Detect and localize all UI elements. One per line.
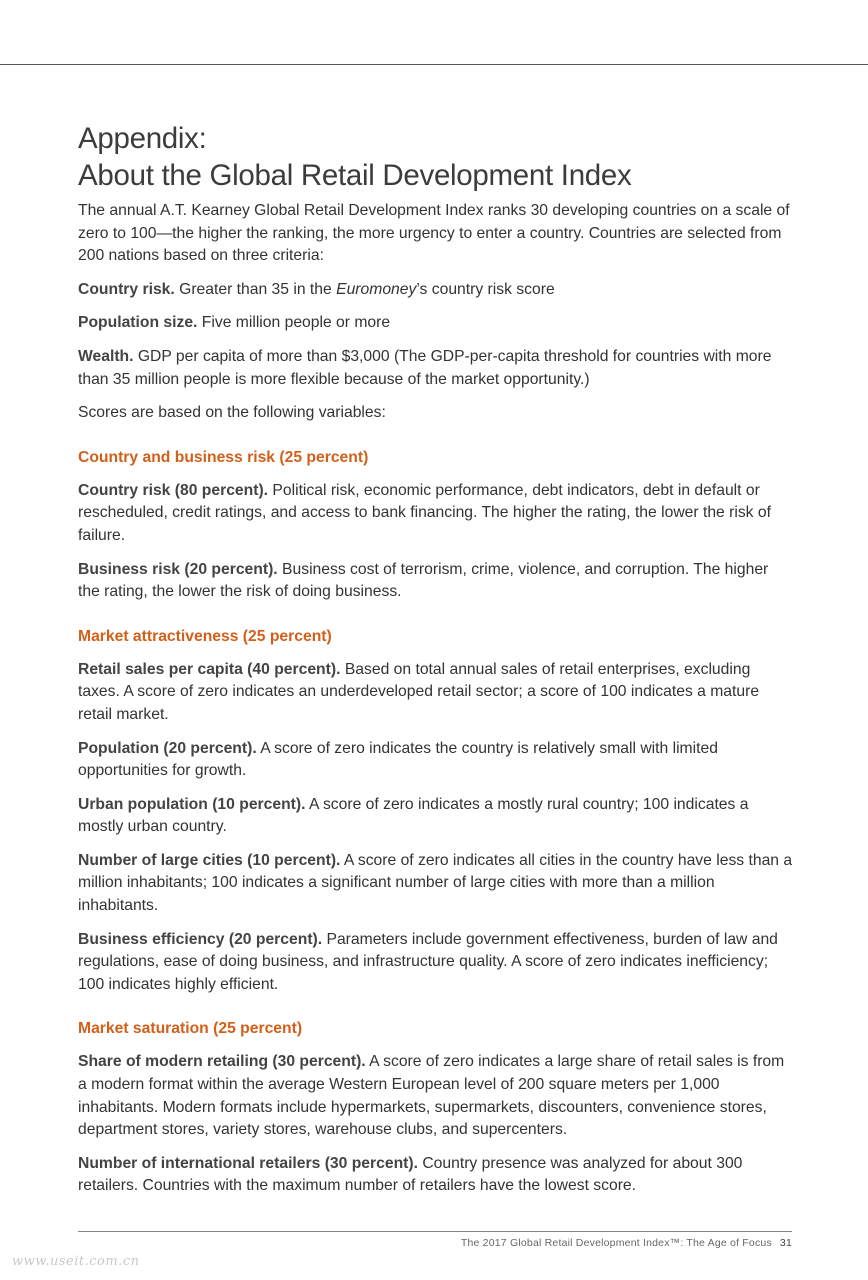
title-line-1: Appendix:	[78, 122, 207, 155]
variable-text: Political risk, economic performance, debt indicators, debt in default or rescheduled, credit ratings, and access to bank financing. The higher the rating, the lower the risk of failure.	[78, 481, 771, 544]
criterion-text: Five million people or more	[201, 314, 391, 332]
page-footer	[461, 1237, 792, 1249]
criterion-emphasis: Euromoney	[336, 280, 417, 298]
variable-text: Parameters include government effectiveness, burden of law and regulations, ease of doing business, and infrastructure quality. A score of zero indicates inefficiency; 100 indicates highly efficient.	[78, 930, 778, 993]
variable-label: Number of international retailers (30 percent).	[78, 1154, 418, 1172]
criterion-text: GDP per capita of more than $3,000 (The GDP-per-capita threshold for countries with more than 35 million people is more flexible because of the market opportunity.)	[78, 347, 772, 388]
variable-label: Business risk (20 percent).	[78, 560, 278, 578]
variable-text: Based on total annual sales of retail enterprises, excluding taxes. A score of zero indicates an underdeveloped retail sector; a score of 100 indicates a mature retail market.	[78, 660, 760, 723]
top-divider	[0, 64, 868, 65]
title-line-2: About the Global Retail Development Index	[78, 159, 632, 192]
variable-item	[78, 929, 793, 997]
criterion-text: Greater than 35 in the	[179, 280, 337, 298]
intro-paragraph: The annual A.T. Kearney Global Retail Development Index ranks 30 developing countries on a scale of zero to 100—the higher the ranking, the more urgency to enter a country. Countries are selected from 200 nations based on three criteria:	[78, 202, 790, 265]
page-number: 31	[779, 1237, 792, 1249]
variable-item	[78, 659, 793, 727]
variable-label: Number of large cities (10 percent).	[78, 851, 341, 869]
criterion-label: Country risk.	[78, 280, 175, 298]
variable-text: Country presence was analyzed for about 300 retailers. Countries with the maximum number of retailers have the lowest score.	[78, 1154, 743, 1195]
variable-item	[78, 1153, 793, 1198]
variable-label: Population (20 percent).	[78, 739, 257, 757]
section-heading-risk: Country and business risk (25 percent)	[78, 448, 369, 466]
variable-label: Urban population (10 percent).	[78, 795, 306, 813]
criterion-population-size	[78, 312, 793, 335]
variable-item	[78, 559, 793, 604]
variable-item	[78, 1051, 793, 1141]
variable-label: Retail sales per capita (40 percent).	[78, 660, 341, 678]
variable-label: Share of modern retailing (30 percent).	[78, 1053, 366, 1071]
variable-item	[78, 480, 793, 548]
page-content	[78, 120, 793, 1209]
criterion-wealth	[78, 346, 793, 391]
criterion-label: Wealth.	[78, 347, 134, 365]
variable-label: Business efficiency (20 percent).	[78, 930, 323, 948]
variable-text: A score of zero indicates the country is relatively small with limited opportunities for growth.	[78, 739, 718, 780]
scores-intro: Scores are based on the following variables:	[78, 404, 386, 422]
watermark: www.useit.com.cn	[12, 1254, 140, 1269]
variable-text: Business cost of terrorism, crime, violence, and corruption. The higher the rating, the lower the risk of doing business.	[78, 560, 769, 601]
section-heading-saturation: Market saturation (25 percent)	[78, 1020, 303, 1038]
variable-text: A score of zero indicates a mostly rural country; 100 indicates a mostly urban country.	[78, 795, 749, 836]
page-title	[78, 120, 793, 194]
variable-item	[78, 738, 793, 783]
variable-item	[78, 794, 793, 839]
section-heading-attractiveness: Market attractiveness (25 percent)	[78, 627, 332, 645]
variable-label: Country risk (80 percent).	[78, 481, 269, 499]
criterion-label: Population size.	[78, 314, 198, 332]
variable-text: A score of zero indicates all cities in the country have less than a million inhabitants; 100 indicates a significant number of large cities with more than a million inhabitants.	[78, 851, 793, 915]
criterion-text: ’s country risk score	[416, 280, 555, 298]
criterion-country-risk	[78, 279, 793, 302]
variable-text: A score of zero indicates a large share of retail sales is from a modern format within the average Western European level of 200 square meters per 1,000 inhabitants. Modern formats include hypermarkets, supermarkets, discounters, convenience stores, department stores, variety stores, warehouse clubs, and supercenters.	[78, 1053, 785, 1139]
variable-item	[78, 850, 793, 918]
footer-title: The 2017 Global Retail Development Index™: The Age of Focus	[460, 1237, 772, 1249]
footer-divider	[78, 1231, 792, 1232]
